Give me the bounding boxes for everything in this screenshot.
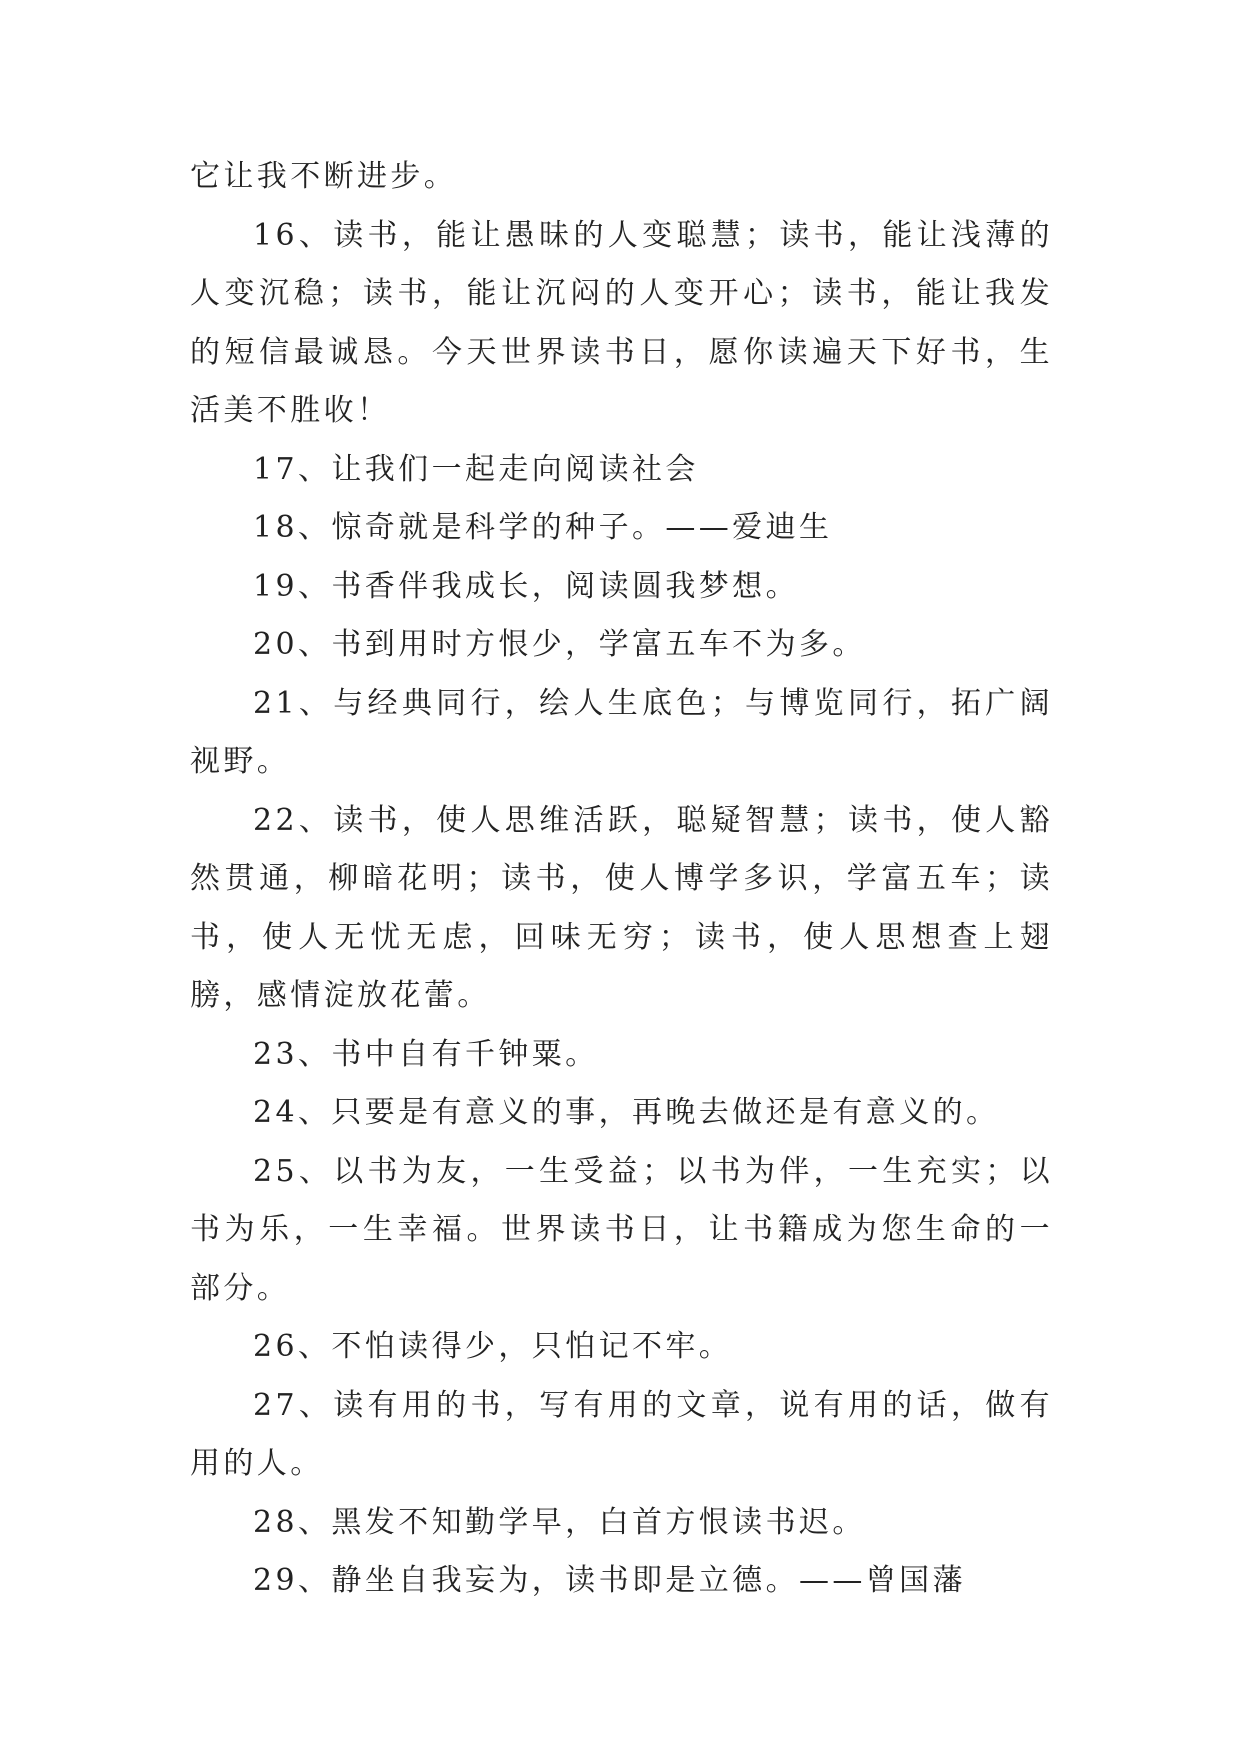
quote-29: 29、静坐自我妄为，读书即是立德。——曾国藩 bbox=[253, 1563, 966, 1598]
quote-16: 16、读书，能让愚昧的人变聪慧；读书，能让浅薄的人变沉稳；读书，能让沉闷的人变开心；读书，能让我发的短信最诚恳。今天世界读书日，愿你读遍天下好书，生活美不胜收！ bbox=[190, 217, 1053, 428]
quote-17: 17、让我们一起走向阅读社会 bbox=[253, 451, 699, 487]
paragraph-continuation: 它让我不断进步。 bbox=[190, 159, 458, 194]
quote-22: 22、读书，使人思维活跃，聪疑智慧；读书，使人豁然贯通，柳暗花明；读书，使人博学多识，学富五车；读书，使人无忧无虑，回味无穷；读书，使人思想查上翅膀，感情淀放花蕾。 bbox=[190, 802, 1053, 1013]
quote-27: 27、读有用的书，写有用的文章，说有用的话，做有用的人。 bbox=[190, 1387, 1053, 1481]
quote-26: 26、不怕读得少，只怕记不牢。 bbox=[253, 1329, 733, 1364]
quote-28: 28、黑发不知勤学早，白首方恨读书迟。 bbox=[253, 1504, 866, 1540]
quote-20: 20、书到用时方恨少，学富五车不为多。 bbox=[253, 627, 866, 662]
quote-21: 21、与经典同行，绘人生底色；与博览同行，拓广阔视野。 bbox=[190, 685, 1053, 779]
quote-18: 18、惊奇就是科学的种子。——爱迪生 bbox=[253, 510, 833, 545]
quote-19: 19、书香伴我成长，阅读圆我梦想。 bbox=[253, 568, 799, 604]
quote-23: 23、书中自有千钟粟。 bbox=[253, 1036, 599, 1072]
quote-25: 25、以书为友，一生受益；以书为伴，一生充实；以书为乐，一生幸福。世界读书日，让书籍成为您生命的一部分。 bbox=[190, 1153, 1053, 1306]
quote-24: 24、只要是有意义的事，再晚去做还是有意义的。 bbox=[253, 1095, 1000, 1130]
